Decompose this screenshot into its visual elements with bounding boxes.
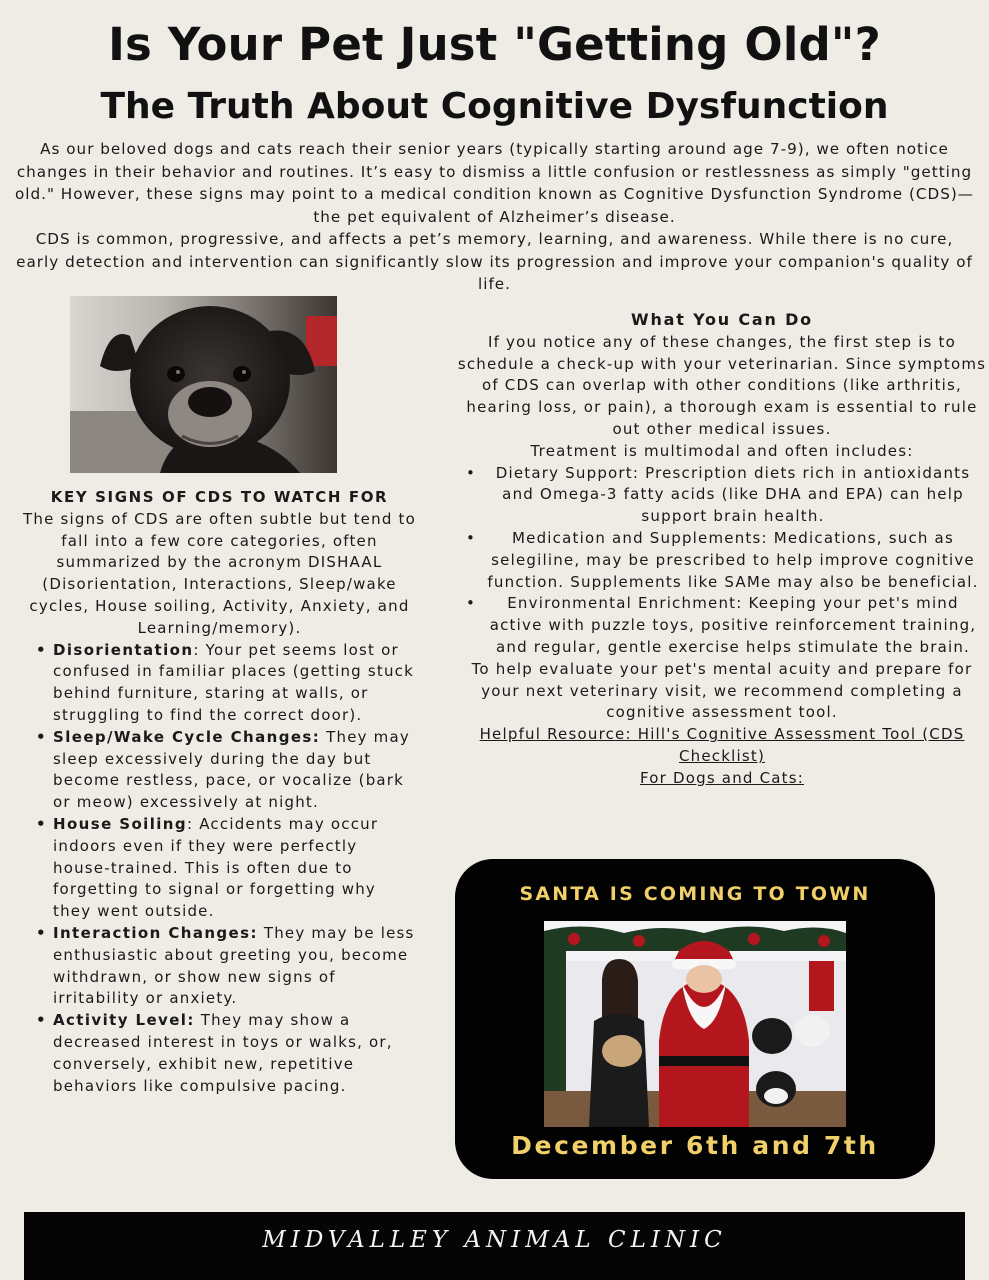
santa-image xyxy=(544,921,846,1127)
footer-bar xyxy=(24,1212,965,1280)
cds-checklist-link[interactable]: Helpful Resource: Hill's Cognitive Assessment Tool (CDS Checklist) xyxy=(479,725,965,765)
intro-paragraph-2: CDS is common, progressive, and affects a pet’s memory, learning, and awareness. While there is no cure, early detection and intervention can significantly slow its progression and improve your companion's quality of life. xyxy=(16,230,973,293)
key-signs-heading: KEY SIGNS OF CDS TO WATCH FOR xyxy=(50,488,389,506)
sign-label: Interaction Changes: xyxy=(53,923,258,942)
santa-event-title: SANTA IS COMING TO TOWN xyxy=(519,883,871,905)
list-item: • Environmental Enrichment: Keeping your pet's mind active with puzzle toys, positive reinforcement training, and regular, gentle exercise helps stimulate the brain. xyxy=(456,593,988,658)
list-item xyxy=(53,814,417,923)
santa-event-box xyxy=(455,859,935,1179)
sign-label: Disorientation xyxy=(53,640,194,659)
santa-event-date: December 6th and 7th xyxy=(511,1131,879,1160)
list-item: • Medication and Supplements: Medications, such as selegiline, may be prescribed to help improve cognitive function. Supplements like SAMe may also be beneficial. xyxy=(456,528,988,593)
senior-dog-photo xyxy=(70,296,337,473)
actions-paragraph-3: To help evaluate your pet's mental acuity and prepare for your next veterinary visit, we recommend completing a cognitive assessment tool. xyxy=(471,659,973,722)
key-signs-intro: The signs of CDS are often subtle but tend to fall into a few core categories, often summarized by the acronym DISHAAL (Disorientation, Interactions, Sleep/wake cycles, House soiling, Activity, Anxiety, and Learning/memory). xyxy=(23,509,416,637)
sign-label: Sleep/Wake Cycle Changes: xyxy=(53,727,321,746)
list-item xyxy=(53,727,417,814)
sign-text: They may sleep excessively during the day but become restless, pace, or vocalize (bark or meow) excessively at night. xyxy=(53,727,410,812)
sign-text: They may show a decreased interest in toys or walks, or, conversely, exhibit new, repetitive behaviors like compulsive pacing. xyxy=(53,1011,393,1095)
actions-paragraph-2: Treatment is multimodal and often includes: xyxy=(530,441,914,460)
sign-text: : Accidents may occur indoors even if they were perfectly house-trained. This is often due to forgetting to signal or forgetting why they went outside. xyxy=(53,814,379,921)
list-item xyxy=(53,640,417,727)
key-signs-section xyxy=(22,487,417,1097)
intro-paragraph-1: As our beloved dogs and cats reach their senior years (typically starting around age 7-9), we often notice changes in their behavior and routines. It’s easy to dismiss a little confusion or restlessness as simply "getting old." However, these signs may point to a medical condition known as Cognitive Dysfunction Syndrome (CDS)—the pet equivalent of Alzheimer’s disease. xyxy=(15,140,974,226)
sign-label: Activity Level: xyxy=(53,1011,195,1030)
sign-text: : Your pet seems lost or confused in familiar places (getting stuck behind furniture, staring at walls, or struggling to find the correct door). xyxy=(53,640,415,724)
key-signs-list xyxy=(22,640,417,1098)
clinic-name: MIDVALLEY ANIMAL CLINIC xyxy=(262,1227,727,1253)
sign-text: They may be less enthusiastic about greeting you, become withdrawn, or show new signs of irritability or anxiety. xyxy=(53,923,415,1008)
what-you-can-do-section xyxy=(456,309,988,790)
senior-dog-image xyxy=(70,296,337,473)
what-you-can-do-heading: What You Can Do xyxy=(631,310,813,329)
intro-text xyxy=(14,138,975,296)
treatment-list xyxy=(456,463,988,659)
page-subtitle: The Truth About Cognitive Dysfunction xyxy=(100,86,889,127)
sign-label: House Soiling xyxy=(53,814,188,833)
list-item xyxy=(53,923,417,1010)
actions-paragraph-1: If you notice any of these changes, the first step is to schedule a check-up with your veterinarian. Since symptoms of CDS can overlap with other conditions (like arthritis, hearing loss, or pain), a thorough exam is essential to rule out other medical issues. xyxy=(457,332,987,438)
santa-photo xyxy=(544,921,846,1127)
list-item xyxy=(53,1010,417,1097)
list-item: • Dietary Support: Prescription diets rich in antioxidants and Omega-3 fatty acids (like DHA and EPA) can help support brain health. xyxy=(456,463,988,528)
page-title: Is Your Pet Just "Getting Old"? xyxy=(108,18,881,71)
dogs-and-cats-link[interactable]: For Dogs and Cats: xyxy=(639,768,805,787)
